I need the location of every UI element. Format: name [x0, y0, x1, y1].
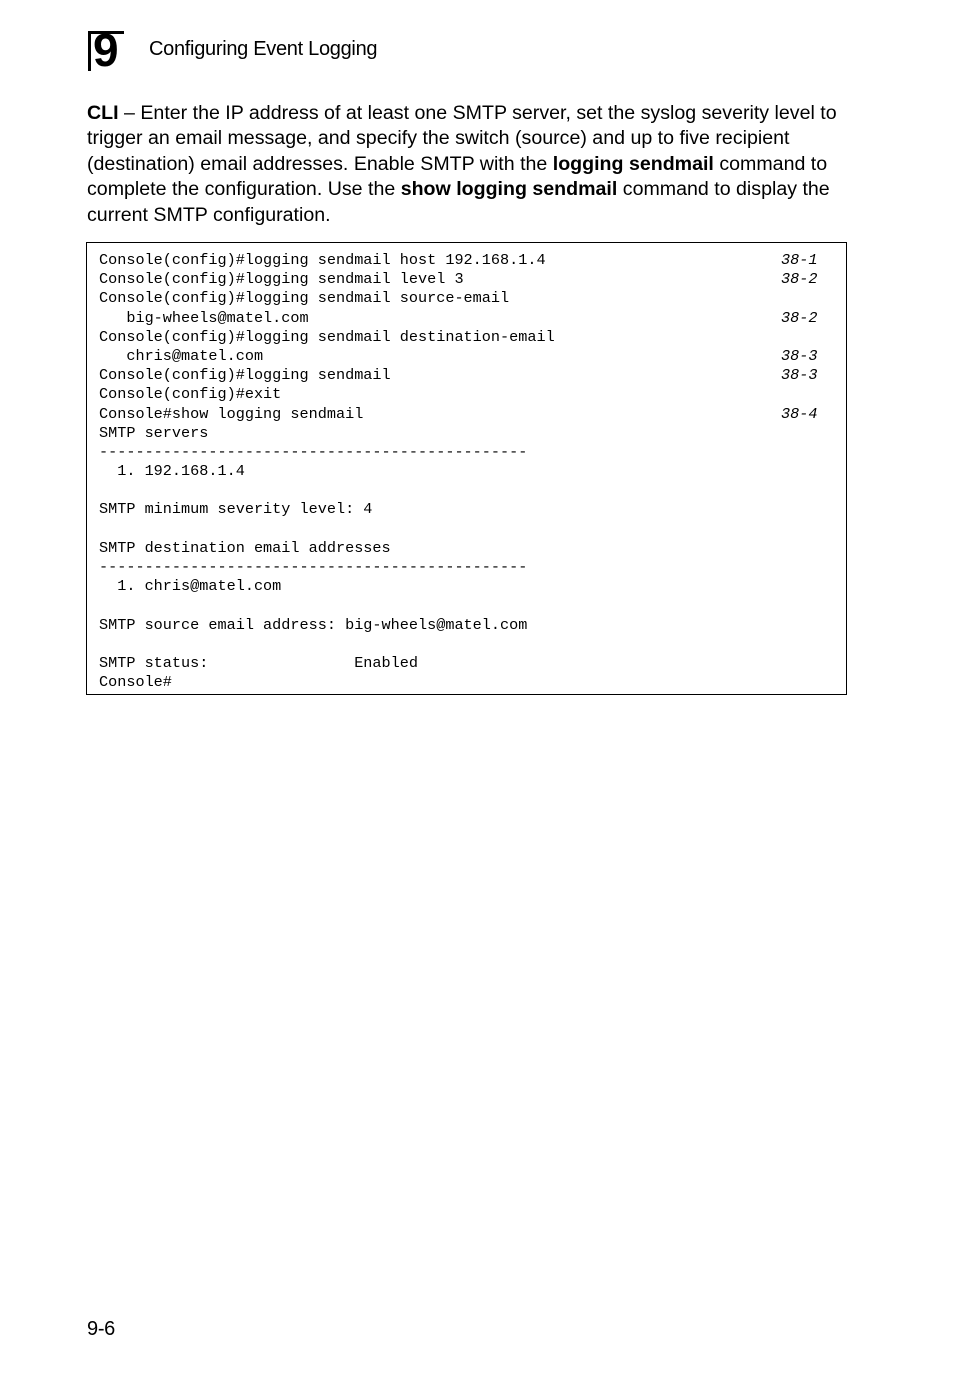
chapter-badge: [88, 24, 126, 76]
code-line-page-reference: 38-2: [781, 270, 818, 289]
code-line: [99, 347, 834, 366]
code-line-text: SMTP source email address: big-wheels@matel.com: [99, 615, 528, 634]
cli-code-block: [86, 242, 847, 695]
code-line-text: 1. 192.168.1.4: [99, 462, 245, 481]
code-line: [99, 635, 834, 654]
code-line-text: Console(config)#logging sendmail: [99, 366, 391, 385]
code-line-text: Console(config)#logging sendmail destination-email: [99, 327, 555, 346]
code-line-page-reference: 38-3: [781, 366, 818, 385]
code-line-page-reference: 38-2: [781, 308, 818, 327]
code-line-text: -----------------------------------------------: [99, 442, 528, 461]
code-line-text: SMTP destination email addresses: [99, 538, 391, 557]
code-line: [99, 520, 834, 539]
code-line: [99, 577, 834, 596]
code-line: [99, 596, 834, 615]
intro-text-1: – Enter the IP address of at least one SMTP server, set the syslog severity level to trigger an email message, and specify the switch (source) and up to five recipient (destination) email addresses. Enable SMTP with the: [87, 102, 837, 175]
code-line: [99, 654, 834, 673]
code-line-text: SMTP minimum severity level: 4: [99, 500, 373, 519]
code-line-text: chris@matel.com: [99, 346, 264, 365]
code-line-text: Console(config)#exit: [99, 385, 282, 404]
page-number: 9-6: [87, 1318, 116, 1340]
intro-paragraph: [87, 101, 847, 228]
code-line: [99, 481, 834, 500]
intro-text-2: command to complete the configuration. Use the: [87, 152, 828, 201]
code-line: [99, 673, 834, 692]
code-line: [99, 366, 834, 385]
code-line-text: Console(config)#logging sendmail host 192.168.1.4: [99, 251, 546, 269]
code-line-page-reference: 38-4: [781, 404, 818, 423]
code-line: [99, 328, 834, 347]
code-line: [99, 558, 834, 577]
code-line: [99, 289, 834, 308]
code-line: [99, 405, 834, 424]
running-head-title: Configuring Event Logging: [149, 38, 378, 60]
chapter-badge-left-rule: [88, 31, 91, 71]
code-line-text: Console(config)#logging sendmail source-email: [99, 289, 510, 308]
code-line-text: SMTP servers: [99, 423, 209, 442]
intro-lead: CLI: [87, 102, 119, 124]
code-line: [99, 462, 834, 481]
code-line: [99, 539, 834, 558]
code-line: [99, 424, 834, 443]
code-line: [99, 500, 834, 519]
chapter-number: 9: [93, 24, 119, 76]
intro-command-1: logging sendmail: [552, 152, 714, 175]
code-line-page-reference: 38-3: [781, 346, 818, 365]
code-line-text: big-wheels@matel.com: [99, 308, 309, 327]
code-line: [99, 443, 834, 462]
code-line: [99, 270, 834, 289]
code-line: [99, 385, 834, 404]
code-line: [99, 309, 834, 328]
code-line-text: -----------------------------------------------: [99, 558, 528, 576]
code-line-text: Console#show logging sendmail: [99, 404, 364, 423]
code-line-text: Console#: [99, 673, 172, 692]
code-line-text: SMTP status: Enabled: [99, 653, 418, 672]
code-line-page-reference: 38-1: [781, 251, 818, 269]
intro-text-3: command to display the current SMTP configuration.: [87, 178, 830, 226]
cli-code-lines: [99, 251, 834, 692]
code-line: [99, 616, 834, 635]
code-line-text: Console(config)#logging sendmail level 3: [99, 270, 464, 289]
intro-command-2: show logging sendmail: [400, 178, 618, 201]
code-line-text: 1. chris@matel.com: [99, 577, 282, 596]
code-line: [99, 251, 834, 270]
